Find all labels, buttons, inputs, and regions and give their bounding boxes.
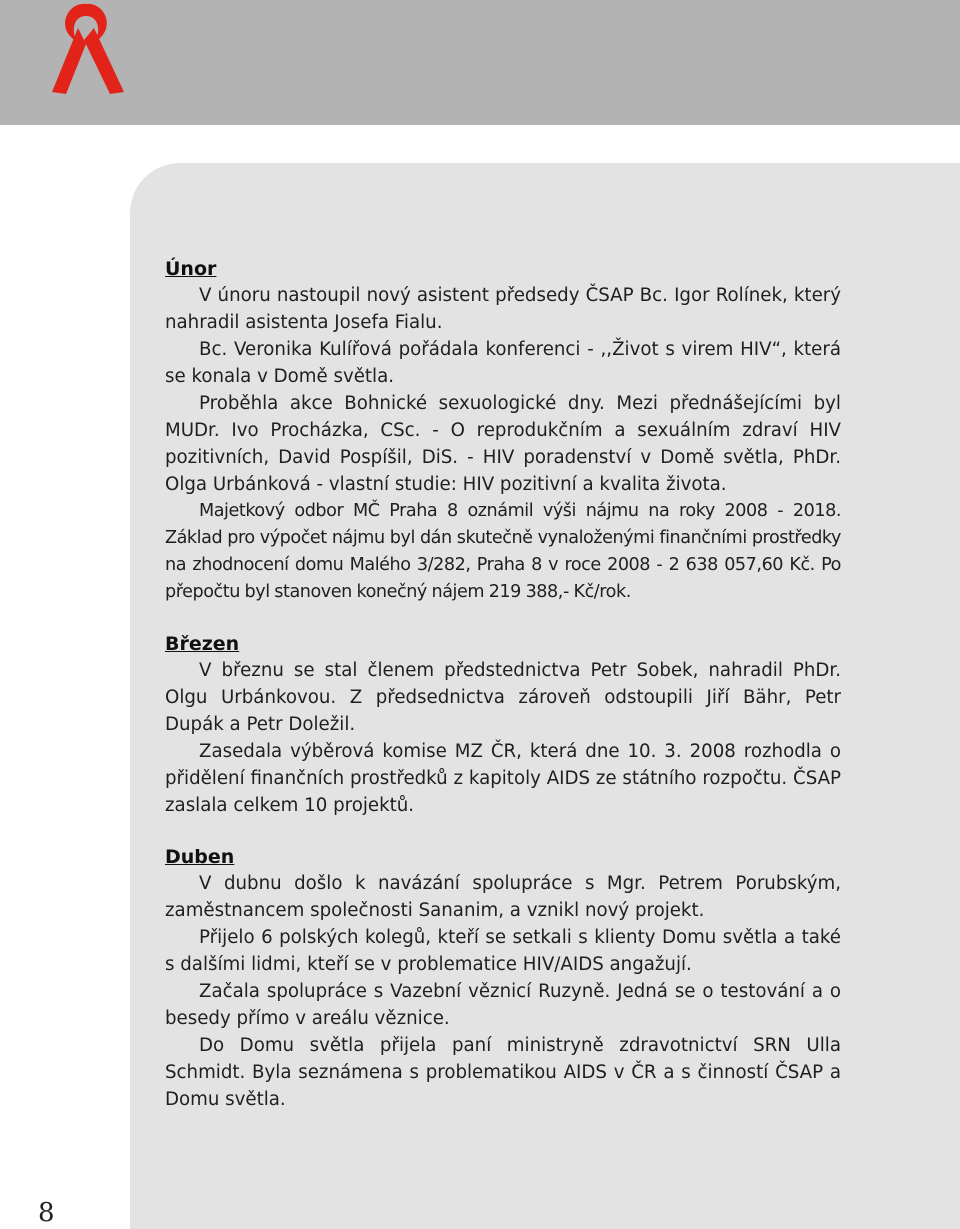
section-brezen <box>165 631 841 819</box>
paragraph: Bc. Veronika Kulířová pořádala konferenci - ,,Život s virem HIV“, která se konala v Domě světla. <box>165 339 841 387</box>
red-ribbon-icon <box>40 0 130 98</box>
paragraph: Zasedala výběrová komise MZ ČR, která dne 10. 3. 2008 rozhodla o přidělení finančních prostředků z kapitoly AIDS ze státního rozpočtu. ČSAP zaslala celkem 10 projektů. <box>165 741 841 816</box>
paragraph: Majetkový odbor MČ Praha 8 oznámil výši nájmu na roky 2008 - 2018. Základ pro výpočet nájmu byl dán skutečně vynaloženými finančními prostředky na zhodnocení domu Malého 3/282, Praha 8 v roce 2008 - 2 638 057,60 Kč. Po přepočtu byl stanoven konečný nájem 219 388,- Kč/rok. <box>165 501 841 602</box>
paragraph: V únoru nastoupil nový asistent předsedy ČSAP Bc. Igor Rolínek, který nahradil asistenta Josefa Fialu. <box>165 285 841 333</box>
article-body <box>165 256 841 1113</box>
paragraph: Přijelo 6 polských kolegů, kteří se setkali s klienty Domu světla a také s dalšími lidmi, kteří se v problematice HIV/AIDS angažují. <box>165 927 841 975</box>
section-duben <box>165 844 841 1113</box>
paragraph: Začala spolupráce s Vazební věznicí Ruzyně. Jedná se o testování a o besedy přímo v areálu věznice. <box>165 981 841 1029</box>
section-heading: Duben <box>165 846 235 868</box>
paragraph: Proběhla akce Bohnické sexuologické dny. Mezi přednášejícími byl MUDr. Ivo Procházka, CSc. - O reprodukčním a sexuálním zdraví HIV pozitivních, David Pospíšil, DiS. - HIV poradenství v Domě světla, PhDr. Olga Urbánková - vlastní studie: HIV pozitivní a kvalita života. <box>165 393 841 495</box>
section-heading: Březen <box>165 633 240 655</box>
paragraph: Do Domu světla přijela paní ministryně zdravotnictví SRN Ulla Schmidt. Byla seznámena s problematikou AIDS v ČR a s činností ČSAP a Domu světla. <box>165 1035 841 1110</box>
page-number: 8 <box>38 1198 55 1228</box>
paragraph: V březnu se stal členem předstednictva Petr Sobek, nahradil PhDr. Olgu Urbánkovou. Z předsednictva zároveň odstoupili Jiří Bähr, Petr Dupák a Petr Doležil. <box>165 660 841 735</box>
section-heading: Únor <box>165 258 217 280</box>
header-band <box>0 0 960 125</box>
paragraph: V dubnu došlo k navázání spolupráce s Mgr. Petrem Porubským, zaměstnancem společnosti Sananim, a vznikl nový projekt. <box>165 873 841 921</box>
section-unor <box>165 256 841 606</box>
